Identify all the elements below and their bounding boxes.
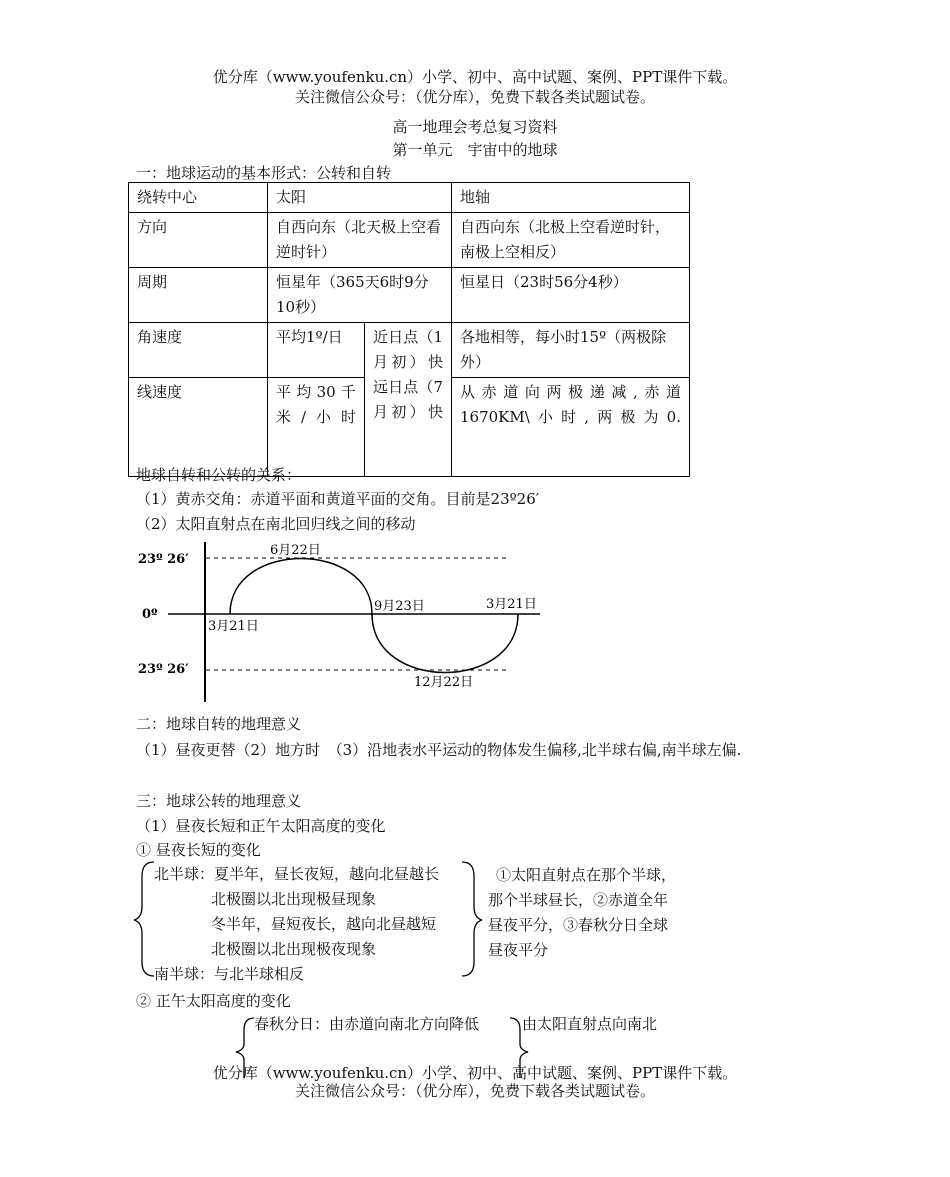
north-hemisphere-line-4: 北极圈以北出现极夜现象 xyxy=(211,940,377,958)
table-cell: 方向 xyxy=(129,213,268,268)
unit-title: 第一单元 宇宙中的地球 xyxy=(392,141,558,159)
relation-item-2: （2）太阳直射点在南北回归线之间的移动 xyxy=(136,515,416,533)
y-label-bottom: 23º 26′ xyxy=(138,662,189,677)
header-line-1: 优分库（www.youfenku.cn）小学、初中、高中试题、案例、PPT课件下载。 xyxy=(212,68,738,86)
footer-line-2: 关注微信公众号：（优分库），免费下载各类试题试卷。 xyxy=(294,1082,655,1100)
document-title: 高一地理会考总复习资料 xyxy=(392,118,558,136)
section-2-heading: 二：地球自转的地理意义 xyxy=(136,715,302,733)
rule-line-1: ①太阳直射点在那个半球， xyxy=(496,866,677,884)
table-cell: 各地相等，每小时15º（两极除外） xyxy=(452,323,690,378)
table-cell: 绕转中心 xyxy=(129,183,268,213)
south-hemisphere-line: 南半球：与北半球相反 xyxy=(154,965,305,983)
footer-line-1: 优分库（www.youfenku.cn）小学、初中、高中试题、案例、PPT课件下载。 xyxy=(212,1064,738,1082)
table-cell: 近日点（1月初）快远日点（7月初）快 xyxy=(365,323,452,477)
label-mar-21-right: 3月21日 xyxy=(486,597,537,612)
table-cell: 周期 xyxy=(129,268,268,323)
rule-line-4: 昼夜平分 xyxy=(488,941,549,959)
section-1-heading: 一：地球运动的基本形式：公转和自转 xyxy=(136,164,392,182)
y-label-top: 23º 26′ xyxy=(138,552,189,567)
y-label-equator: 0º xyxy=(142,607,158,622)
section-3-sub-1a: ① 昼夜长短的变化 xyxy=(136,841,261,859)
table-cell: 地轴 xyxy=(452,183,690,213)
section-3-heading: 三：地球公转的地理意义 xyxy=(136,792,302,810)
north-hemisphere-line-3: 冬半年，昼短夜长，越向北昼越短 xyxy=(211,915,437,933)
label-june-22: 6月22日 xyxy=(270,543,321,558)
table-cell: 平均30千米/小时 xyxy=(268,378,365,477)
section-2-text: （1）昼夜更替（2）地方时 （3）沿地表水平运动的物体发生偏移,北半球右偏,南半球左偏. xyxy=(136,741,742,759)
left-brace xyxy=(134,862,154,976)
label-sep-23: 9月23日 xyxy=(374,599,425,614)
label-dec-22: 12月22日 xyxy=(414,675,474,690)
table-cell: 恒星日（23时56分4秒） xyxy=(452,268,690,323)
right-brace xyxy=(462,862,482,976)
equinox-right-text: 由太阳直射点向南北 xyxy=(522,1015,658,1033)
equinox-text: 春秋分日：由赤道向南北方向降低 xyxy=(254,1015,480,1033)
table-cell: 自西向东（北极上空看逆时针，南极上空相反） xyxy=(452,213,690,268)
relation-item-1: （1）黄赤交角：赤道平面和黄道平面的交角。目前是23º26′ xyxy=(136,490,540,508)
table-cell: 恒星年（365天6时9分10秒） xyxy=(268,268,452,323)
section-3-sub-1b: ② 正午太阳高度的变化 xyxy=(136,992,291,1010)
table-cell: 平均1º/日 xyxy=(268,323,365,378)
header-line-2: 关注微信公众号：（优分库），免费下载各类试题试卷。 xyxy=(294,88,655,106)
label-mar-21-left: 3月21日 xyxy=(208,619,259,634)
rule-line-2: 那个半球昼长，②赤道全年 xyxy=(488,891,669,909)
north-hemisphere-line-1: 北半球：夏半年，昼长夜短，越向北昼越长 xyxy=(154,865,440,883)
table-cell: 线速度 xyxy=(129,378,268,477)
north-hemisphere-line-2: 北极圈以北出现极昼现象 xyxy=(211,890,377,908)
table-cell: 角速度 xyxy=(129,323,268,378)
section-3-sub-1: （1）昼夜长短和正午太阳高度的变化 xyxy=(136,817,386,835)
table-cell: 从赤道向两极递减,赤道1670KM\小时,两极为0. xyxy=(452,378,690,477)
table-cell: 太阳 xyxy=(268,183,452,213)
rule-line-3: 昼夜平分，③春秋分日全球 xyxy=(488,916,669,934)
relation-heading: 地球自转和公转的关系： xyxy=(136,466,302,484)
table-cell: 自西向东（北天极上空看逆时针） xyxy=(268,213,452,268)
